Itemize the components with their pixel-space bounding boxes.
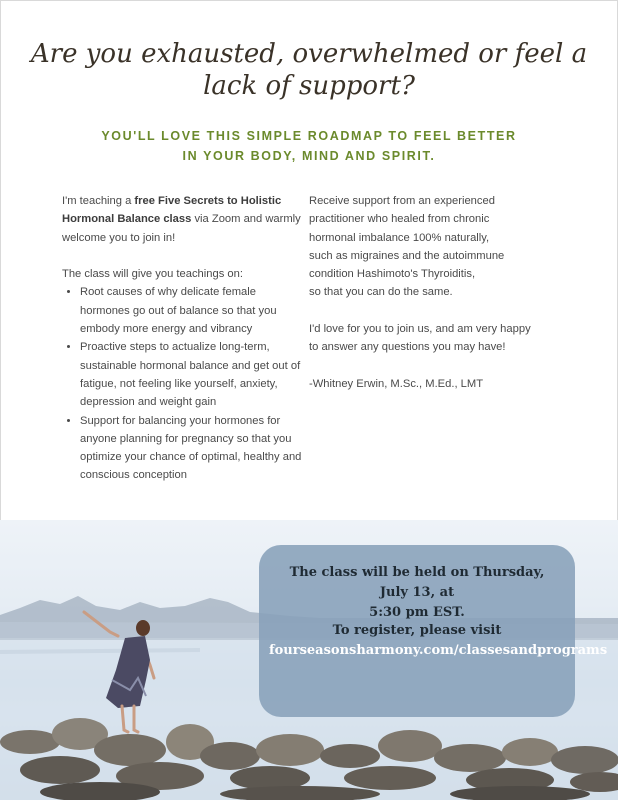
left-column xyxy=(62,192,306,485)
registration-info xyxy=(269,621,608,661)
list-item: • Proactive steps to actualize long-term, sustainable hormonal balance and get out of fatigue, not feeling like yourself, anxiety, depression and weight gain xyxy=(80,338,306,411)
support-line: so that you can do the same. xyxy=(309,286,453,299)
date-line-2: 5:30 pm EST. xyxy=(369,605,465,620)
support-line: hormonal imbalance 100% naturally, xyxy=(309,231,490,244)
intro-pre: I'm teaching a xyxy=(62,195,135,207)
intro-post: via Zoom and warmly welcome you to join in! xyxy=(62,213,301,244)
register-label: To register, please visit xyxy=(332,623,502,638)
signature: -Whitney Erwin, M.Sc., M.Ed., LMT xyxy=(309,377,484,390)
list-item: • Root causes of why delicate female hormones go out of balance so that you embody more energy and vibrancy xyxy=(80,283,306,338)
headline: Are you exhausted, overwhelmed or feel a lack of support? xyxy=(30,39,588,101)
support-line: Receive support from an experienced xyxy=(309,195,495,207)
intro-paragraph xyxy=(62,192,306,247)
invite-line: I'd love for you to join us, and am very happy xyxy=(309,323,531,336)
support-line: practitioner who healed from chronic xyxy=(309,213,490,226)
teachings-list xyxy=(62,283,306,484)
subhead xyxy=(40,126,578,166)
list-item: • Support for balancing your hormones for anyone planning for pregnancy so that you optimize your chance of optimal, healthy and conscious conception xyxy=(80,412,306,485)
invite-line: to answer any questions you may have! xyxy=(309,341,506,354)
support-line: condition Hashimoto's Thyroiditis, xyxy=(309,268,476,281)
teachings-intro: The class will give you teachings on: xyxy=(62,268,243,281)
right-column xyxy=(309,192,569,393)
date-line-1: The class will be held on Thursday, July 13, at xyxy=(289,565,545,600)
support-line: such as migraines and the autoimmune xyxy=(309,249,505,262)
class-name: free Five Secrets to Holistic Hormonal Balance class xyxy=(62,195,282,226)
class-info-card xyxy=(259,545,608,717)
subhead-line-2: IN YOUR BODY, MIND AND SPIRIT. xyxy=(182,149,436,163)
register-link[interactable]: fourseasonsharmony.com/classesandprograms xyxy=(269,643,608,658)
class-date-time xyxy=(279,563,555,623)
subhead-line-1: YOU'LL LOVE THIS SIMPLE ROADMAP TO FEEL BETTER xyxy=(101,129,517,143)
